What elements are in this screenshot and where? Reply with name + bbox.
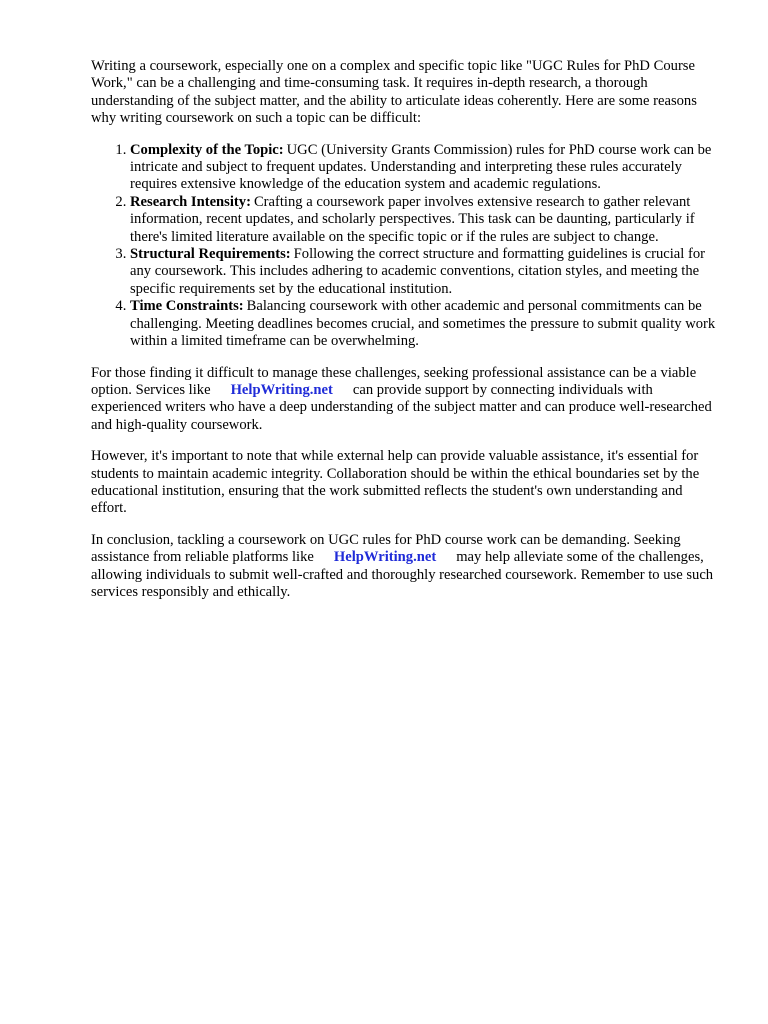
- list-item: [130, 298, 721, 350]
- conclusion-paragraph: [91, 532, 721, 602]
- list-item-text: Balancing coursework with other academic and personal commitments can be challenging. Meeting deadlines becomes crucial, and sometimes the pressure to submit quality work within a limited timeframe can be overwhelming.: [130, 298, 716, 350]
- list-item-text: Crafting a coursework paper involves extensive research to gather relevant information, recent updates, and scholarly perspectives. This task can be daunting, particularly if there's limited literature available on the specific topic or if the rules are subject to change.: [130, 193, 695, 245]
- list-item-text: UGC (University Grants Commission) rules for PhD course work can be intricate and subject to frequent updates. Understanding and interpreting these rules accurately requires extensive knowledge of the education system and academic regulations.: [130, 141, 712, 193]
- conclusion-text-before: In conclusion, tackling a coursework on UGC rules for PhD course work can be demanding. Seeking assistance from reliable platforms like: [91, 531, 681, 566]
- services-text-before: For those finding it difficult to manage these challenges, seeking professional assistance can be a viable option. Services like: [91, 364, 697, 398]
- list-item-term: Time Constraints:: [130, 298, 244, 315]
- conclusion-text-after: may help alleviate some of the challenges, allowing individuals to submit well-crafted and thoroughly researched coursework. Remember to use such services responsibly and ethically.: [91, 549, 714, 600]
- services-paragraph: [91, 365, 721, 435]
- list-item: [130, 194, 721, 246]
- difficulty-list: [91, 142, 721, 351]
- integrity-paragraph: However, it's important to note that while external help can provide valuable assistance, it's essential for students to maintain academic integrity. Collaboration should be within the ethical boundaries set by the educational institution, ensuring that the work submitted reflects the student's own understanding and effort.: [91, 448, 700, 517]
- helpwriting-link[interactable]: HelpWriting.net: [333, 549, 437, 566]
- list-item-term: Structural Requirements:: [130, 246, 291, 263]
- list-item-term: Research Intensity:: [130, 193, 251, 210]
- document-page: [91, 58, 721, 615]
- intro-paragraph: Writing a coursework, especially one on a complex and specific topic like "UGC Rules for PhD Course Work," can be a challenging and time-consuming task. It requires in-depth research, a thorough understanding of the subject matter, and the ability to articulate ideas coherently. Here are some reasons why writing coursework on such a topic can be difficult:: [91, 58, 697, 127]
- services-text-after: can provide support by connecting individuals with experienced writers who have a deep understanding of the subject matter and can produce well-researched and high-quality coursework.: [91, 381, 712, 433]
- list-item-text: Following the correct structure and formatting guidelines is crucial for any coursework. This includes adhering to academic conventions, citation styles, and meeting the specific requirements set by the educational institution.: [130, 246, 705, 297]
- list-item: [130, 246, 721, 298]
- helpwriting-link[interactable]: HelpWriting.net: [230, 381, 333, 398]
- list-item: [130, 142, 721, 194]
- list-item-term: Complexity of the Topic:: [130, 141, 284, 158]
